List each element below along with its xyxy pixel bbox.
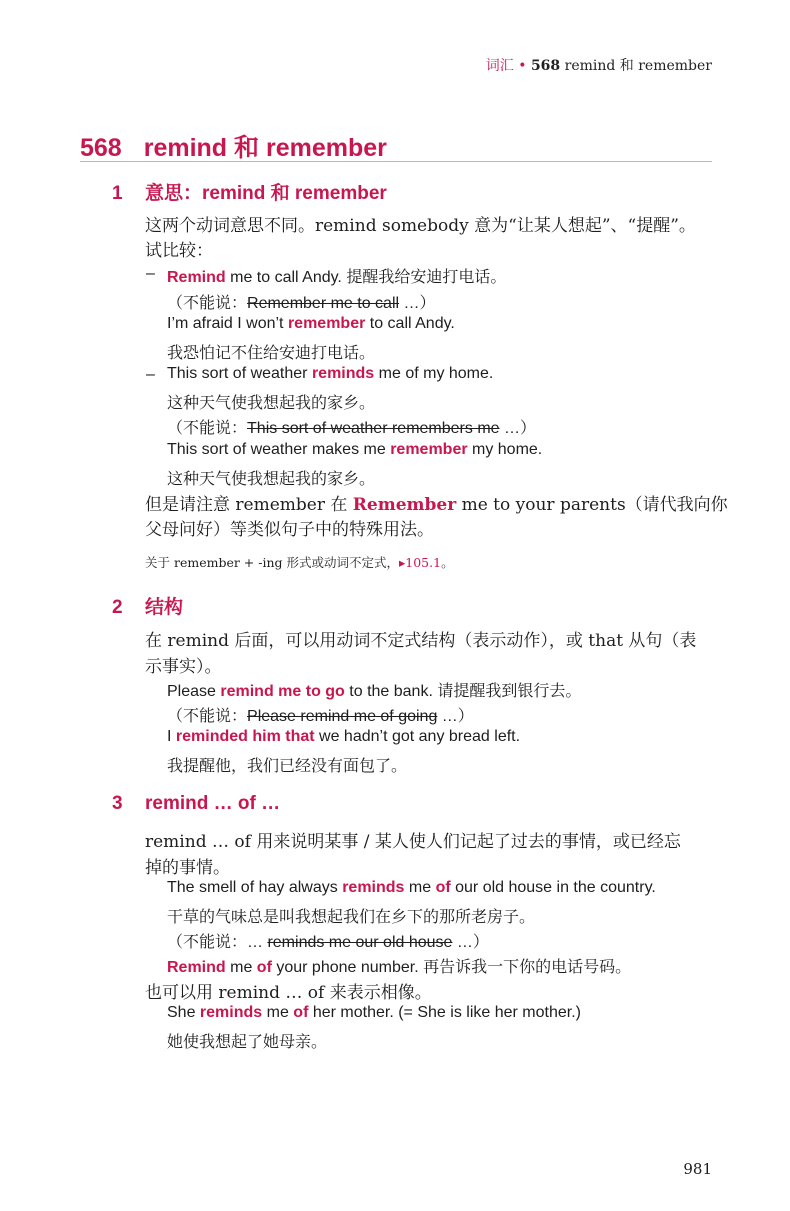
keyword: reminds bbox=[342, 879, 405, 896]
example-text: （不能说： bbox=[167, 420, 248, 437]
body-text: me to your parents（请代我向你 bbox=[456, 495, 728, 515]
s1-example-2c bbox=[167, 415, 536, 438]
s1-dash-1: – bbox=[146, 265, 155, 282]
s1-example-2d bbox=[167, 441, 542, 459]
s1-example-2b: 这种天气使我想起我的家乡。 bbox=[167, 395, 376, 412]
keyword: of bbox=[435, 879, 451, 896]
cross-reference-link[interactable]: 105.1 bbox=[405, 555, 442, 570]
s3-intro-line-2: 掉的事情。 bbox=[145, 858, 230, 878]
example-text: me of my home. bbox=[374, 365, 494, 382]
s1-example-1d: 我恐怕记不住给安迪打电话。 bbox=[167, 345, 376, 362]
s1-but-line-2: 父母问好）等类似句子中的特殊用法。 bbox=[145, 520, 434, 540]
section-2-heading bbox=[112, 592, 183, 619]
unit-number: 568 bbox=[80, 134, 122, 162]
struck-text: reminds me our old house bbox=[267, 934, 453, 951]
example-text: me bbox=[404, 879, 436, 896]
s2-example-1a bbox=[167, 678, 581, 701]
body-text: 但是请注意 remember 在 bbox=[145, 495, 353, 515]
keyword: remember bbox=[390, 441, 468, 458]
keyword: Remember bbox=[352, 495, 457, 515]
running-head-number: 568 bbox=[530, 58, 561, 74]
section-2-title: 结构 bbox=[145, 597, 184, 618]
keyword: reminds bbox=[199, 1004, 263, 1021]
unit-title-text: remind 和 remember bbox=[143, 134, 387, 162]
section-1-heading bbox=[112, 178, 387, 205]
struck-text: This sort of weather remembers me bbox=[247, 420, 500, 437]
example-text: （不能说：… bbox=[167, 934, 268, 951]
keyword: reminded him that bbox=[175, 728, 315, 745]
s3-example-1a bbox=[167, 879, 656, 897]
example-text: I’m afraid I won’t bbox=[167, 315, 288, 332]
example-text: The smell of hay always bbox=[167, 879, 343, 896]
s1-dash-2: – bbox=[146, 366, 155, 383]
example-text: This sort of weather makes me bbox=[167, 441, 391, 458]
running-head-topic: remind 和 remember bbox=[564, 58, 712, 74]
section-2-number: 2 bbox=[112, 597, 123, 618]
example-text: her mother. (= She is like her mother.) bbox=[308, 1004, 581, 1021]
s3-example-3b: 她使我想起了她母亲。 bbox=[167, 1034, 328, 1051]
s1-example-2a bbox=[167, 365, 493, 383]
s1-example-1a bbox=[167, 264, 506, 287]
example-text: …） bbox=[452, 934, 489, 951]
note-text: 关于 remember + -ing 形式或动词不定式， bbox=[145, 555, 399, 570]
section-3-heading bbox=[112, 793, 280, 815]
example-text: me to call Andy. 提醒我给安迪打电话。 bbox=[225, 269, 507, 286]
example-text: …） bbox=[437, 708, 474, 725]
s1-intro-line-1: 这两个动词意思不同。remind somebody 意为“让某人想起”、“提醒”。 bbox=[145, 216, 696, 236]
example-text: our old house in the country. bbox=[450, 879, 656, 896]
example-text: me bbox=[225, 959, 257, 976]
example-text: …） bbox=[399, 295, 436, 312]
example-text: my home. bbox=[467, 441, 543, 458]
unit-title bbox=[80, 128, 712, 162]
keyword: of bbox=[293, 1004, 309, 1021]
running-head-dot: • bbox=[518, 58, 527, 74]
example-text: your phone number. 再告诉我一下你的电话号码。 bbox=[271, 959, 632, 976]
s1-but-line-1 bbox=[145, 490, 728, 515]
s2-intro-line-2: 示事实）。 bbox=[145, 657, 222, 677]
section-3-number: 3 bbox=[112, 793, 123, 814]
s3-example-1c bbox=[167, 929, 489, 952]
section-1-title: 意思：remind 和 remember bbox=[145, 183, 387, 204]
running-head bbox=[486, 55, 712, 75]
struck-text: Remember me to call bbox=[247, 295, 400, 312]
example-text: （不能说： bbox=[167, 708, 248, 725]
example-text: （不能说： bbox=[167, 295, 248, 312]
s2-example-2b: 我提醒他，我们已经没有面包了。 bbox=[167, 758, 408, 775]
cross-reference-note bbox=[145, 553, 454, 571]
keyword: reminds bbox=[311, 365, 375, 382]
arrow-icon: ▸ bbox=[399, 555, 406, 570]
s1-example-1c bbox=[167, 315, 455, 333]
example-text: to the bank. 请提醒我到银行去。 bbox=[344, 683, 582, 700]
s2-intro-line-1: 在 remind 后面，可以用动词不定式结构（表示动作），或 that 从句（表 bbox=[145, 631, 697, 651]
s1-example-2e: 这种天气使我想起我的家乡。 bbox=[167, 471, 376, 488]
example-text: This sort of weather bbox=[167, 365, 312, 382]
keyword: remember bbox=[287, 315, 366, 332]
keyword: Remind bbox=[167, 269, 226, 286]
keyword: Remind bbox=[167, 959, 226, 976]
keyword: remind me to go bbox=[220, 683, 345, 700]
example-text: me bbox=[262, 1004, 294, 1021]
example-text: Please bbox=[167, 683, 221, 700]
section-1-number: 1 bbox=[112, 183, 123, 204]
s1-example-1b bbox=[167, 290, 436, 313]
s1-intro-line-2: 试比较： bbox=[145, 241, 213, 261]
keyword: of bbox=[256, 959, 272, 976]
section-3-title: remind … of … bbox=[145, 793, 281, 814]
s3-example-2a bbox=[167, 954, 631, 977]
example-text: I bbox=[167, 728, 176, 745]
example-text: …） bbox=[499, 420, 536, 437]
s2-example-2a bbox=[167, 728, 520, 746]
struck-text: Please remind me of going bbox=[247, 708, 438, 725]
running-head-section: 词汇 bbox=[485, 58, 514, 74]
s3-intro-line-1: remind … of 用来说明某事 / 某人使人们记起了过去的事情，或已经忘 bbox=[145, 832, 681, 852]
s3-example-1b: 干草的气味总是叫我想起我们在乡下的那所老房子。 bbox=[167, 909, 536, 926]
example-text: She bbox=[167, 1004, 200, 1021]
page-number: 981 bbox=[683, 1160, 712, 1178]
s3-also-line: 也可以用 remind … of 来表示相像。 bbox=[145, 983, 432, 1003]
s3-example-3a bbox=[167, 1004, 581, 1022]
note-text: 。 bbox=[441, 555, 454, 570]
example-text: we hadn’t got any bread left. bbox=[314, 728, 521, 745]
example-text: to call Andy. bbox=[365, 315, 455, 332]
s2-example-1b bbox=[167, 703, 474, 726]
